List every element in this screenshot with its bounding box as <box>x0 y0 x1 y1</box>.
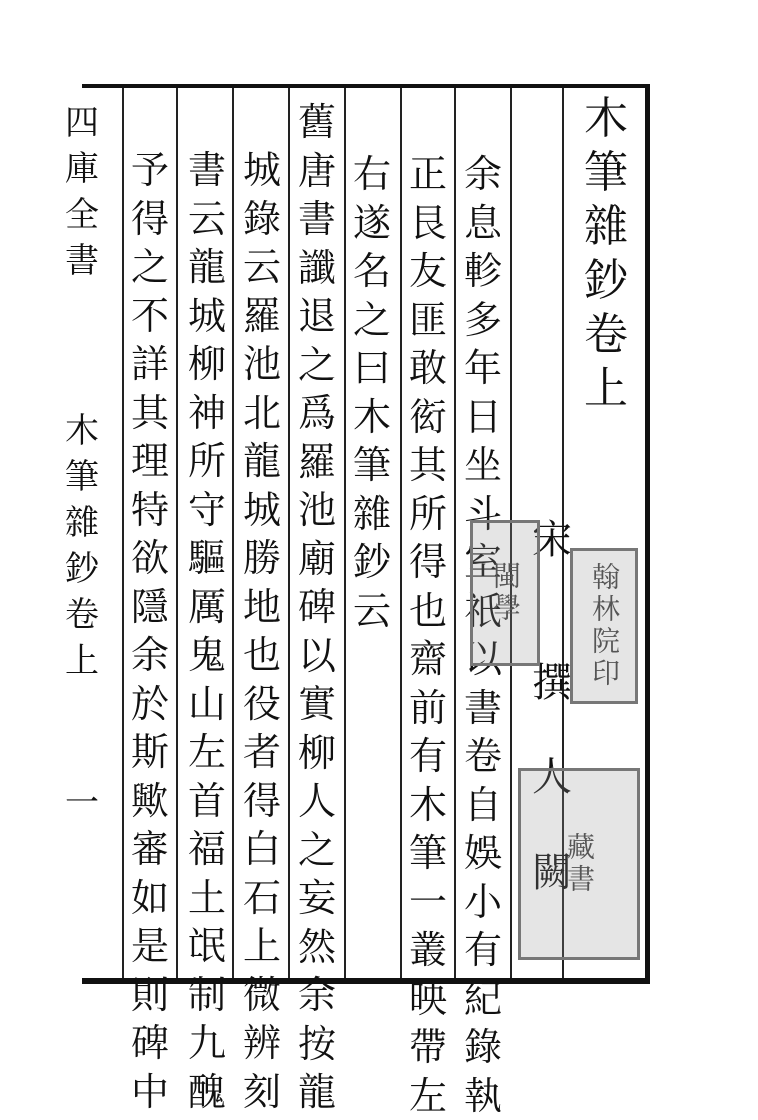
character: 醜 <box>188 1068 226 1117</box>
character: 刻 <box>243 1068 281 1117</box>
library-seal: 翰林院印 <box>570 548 638 704</box>
text-column-6 <box>185 146 229 1116</box>
character: 匪 <box>409 296 447 345</box>
character: 云 <box>188 195 226 244</box>
text-column-4 <box>295 98 339 1117</box>
library-seal: 藏書 <box>518 768 640 960</box>
center-column-top <box>60 100 104 284</box>
character: 役 <box>243 680 281 729</box>
character: 讖 <box>298 244 336 293</box>
character: 欲 <box>131 534 169 583</box>
character: 遂 <box>353 199 391 248</box>
character: 左 <box>188 728 226 777</box>
character: 退 <box>298 292 336 341</box>
character: 人 <box>298 777 336 826</box>
character: 木 <box>65 408 99 454</box>
character: 斗 <box>464 490 502 539</box>
character: 如 <box>131 874 169 923</box>
character: 小 <box>464 878 502 927</box>
text-column-3 <box>350 150 394 635</box>
character: 得 <box>131 195 169 244</box>
character: 驅 <box>188 534 226 583</box>
character: 正 <box>409 150 447 199</box>
column-rule <box>344 88 346 978</box>
character: 碑 <box>131 1019 169 1068</box>
character: 廟 <box>298 535 336 584</box>
character: 撰 <box>532 658 572 708</box>
character: 書 <box>298 195 336 244</box>
character: 之 <box>298 341 336 390</box>
character: 也 <box>409 587 447 636</box>
character: 書 <box>65 238 99 284</box>
character: 得 <box>243 777 281 826</box>
character: 書 <box>188 146 226 195</box>
character: 多 <box>464 296 502 345</box>
character: 全 <box>65 192 99 238</box>
character: 余 <box>298 971 336 1020</box>
character: 池 <box>243 340 281 389</box>
text-column-7 <box>128 146 172 1116</box>
character: 執 <box>464 1072 502 1120</box>
character: 不 <box>131 292 169 341</box>
character: 木 <box>353 393 391 442</box>
title-column <box>584 92 628 416</box>
character: 書 <box>464 684 502 733</box>
character: 土 <box>188 874 226 923</box>
character: 鬼 <box>188 631 226 680</box>
character: 者 <box>243 728 281 777</box>
character: 是 <box>131 922 169 971</box>
column-rule <box>400 88 402 978</box>
character: 辨 <box>243 1019 281 1068</box>
character: 云 <box>243 243 281 292</box>
character: 齋 <box>409 635 447 684</box>
character: 微 <box>243 971 281 1020</box>
character: 余 <box>464 150 502 199</box>
character: 碑 <box>298 583 336 632</box>
character: 於 <box>131 680 169 729</box>
character: 唐 <box>298 147 336 196</box>
character: 爲 <box>298 389 336 438</box>
character: 以 <box>298 632 336 681</box>
character: 木 <box>409 781 447 830</box>
character: 四 <box>65 100 99 146</box>
character: 隱 <box>131 583 169 632</box>
character: 龍 <box>298 1068 336 1117</box>
character: 制 <box>188 971 226 1020</box>
character: 按 <box>298 1020 336 1069</box>
character: 一 <box>65 780 99 826</box>
character: 木 <box>584 92 628 146</box>
character: 艮 <box>409 199 447 248</box>
character: 妄 <box>298 874 336 923</box>
character: 龍 <box>243 437 281 486</box>
character: 城 <box>243 486 281 535</box>
character: 鈔 <box>584 254 628 308</box>
character: 之 <box>353 296 391 345</box>
center-column-bottom <box>60 780 104 826</box>
character: 祇 <box>464 587 502 636</box>
character: 詳 <box>131 340 169 389</box>
character: 筆 <box>65 454 99 500</box>
character: 以 <box>464 635 502 684</box>
character: 之 <box>131 243 169 292</box>
character: 之 <box>298 826 336 875</box>
character: 上 <box>584 362 628 416</box>
character: 軫 <box>464 247 502 296</box>
column-rule <box>454 88 456 978</box>
character: 守 <box>188 486 226 535</box>
character: 其 <box>409 441 447 490</box>
character: 池 <box>298 486 336 535</box>
character: 氓 <box>188 922 226 971</box>
character: 左 <box>409 1072 447 1120</box>
character: 叢 <box>409 926 447 975</box>
character: 實 <box>298 680 336 729</box>
character: 所 <box>188 437 226 486</box>
character: 鈔 <box>353 538 391 587</box>
character: 特 <box>131 486 169 535</box>
character: 其 <box>131 389 169 438</box>
character: 卷 <box>65 592 99 638</box>
character: 前 <box>409 684 447 733</box>
character: 日 <box>464 393 502 442</box>
center-column-middle <box>60 408 104 684</box>
character: 庫 <box>65 146 99 192</box>
character: 自 <box>464 781 502 830</box>
character: 柳 <box>188 340 226 389</box>
character: 余 <box>131 631 169 680</box>
character: 雜 <box>353 490 391 539</box>
character: 曰 <box>353 344 391 393</box>
character: 上 <box>243 922 281 971</box>
character: 云 <box>353 587 391 636</box>
character: 羅 <box>298 438 336 487</box>
character: 宋 <box>532 515 572 565</box>
character: 歟 <box>131 777 169 826</box>
character: 紀 <box>464 975 502 1024</box>
character: 筆 <box>353 441 391 490</box>
column-rule <box>122 88 124 978</box>
character: 衒 <box>409 393 447 442</box>
character: 鈔 <box>65 546 99 592</box>
character: 卷 <box>584 308 628 362</box>
character: 福 <box>188 825 226 874</box>
character: 然 <box>298 923 336 972</box>
character: 上 <box>65 638 99 684</box>
character: 厲 <box>188 583 226 632</box>
text-column-5 <box>240 146 284 1116</box>
character: 筆 <box>409 829 447 878</box>
character: 人 <box>532 752 572 802</box>
character: 筆 <box>584 146 628 200</box>
character: 錄 <box>243 195 281 244</box>
character: 所 <box>409 490 447 539</box>
character: 理 <box>131 437 169 486</box>
column-rule <box>288 88 290 978</box>
text-column-2 <box>406 150 450 1120</box>
character: 名 <box>353 247 391 296</box>
character: 也 <box>243 631 281 680</box>
character: 神 <box>188 389 226 438</box>
character: 息 <box>464 199 502 248</box>
character: 九 <box>188 1019 226 1068</box>
character: 城 <box>243 146 281 195</box>
character: 卷 <box>464 732 502 781</box>
character: 年 <box>464 344 502 393</box>
character: 娛 <box>464 829 502 878</box>
character: 映 <box>409 975 447 1024</box>
column-rule <box>176 88 178 978</box>
character: 帶 <box>409 1023 447 1072</box>
character: 坐 <box>464 441 502 490</box>
character: 審 <box>131 825 169 874</box>
character: 石 <box>243 874 281 923</box>
character: 舊 <box>298 98 336 147</box>
character: 城 <box>188 292 226 341</box>
character: 斯 <box>131 728 169 777</box>
character: 勝 <box>243 534 281 583</box>
column-rule <box>232 88 234 978</box>
character: 柳 <box>298 729 336 778</box>
character: 首 <box>188 777 226 826</box>
character: 有 <box>464 926 502 975</box>
character: 敢 <box>409 344 447 393</box>
character: 室 <box>464 538 502 587</box>
character: 得 <box>409 538 447 587</box>
character: 錄 <box>464 1023 502 1072</box>
character: 雜 <box>584 200 628 254</box>
character: 山 <box>188 680 226 729</box>
character: 龍 <box>188 243 226 292</box>
character: 友 <box>409 247 447 296</box>
character: 予 <box>131 146 169 195</box>
character: 地 <box>243 583 281 632</box>
character: 羅 <box>243 292 281 341</box>
character: 中 <box>131 1068 169 1117</box>
character: 右 <box>353 150 391 199</box>
character: 則 <box>131 971 169 1020</box>
character: 有 <box>409 732 447 781</box>
character: 一 <box>409 878 447 927</box>
character: 白 <box>243 825 281 874</box>
library-seal: 閩學 <box>470 520 540 666</box>
character: 闕 <box>532 848 572 898</box>
character: 北 <box>243 389 281 438</box>
character: 雜 <box>65 500 99 546</box>
